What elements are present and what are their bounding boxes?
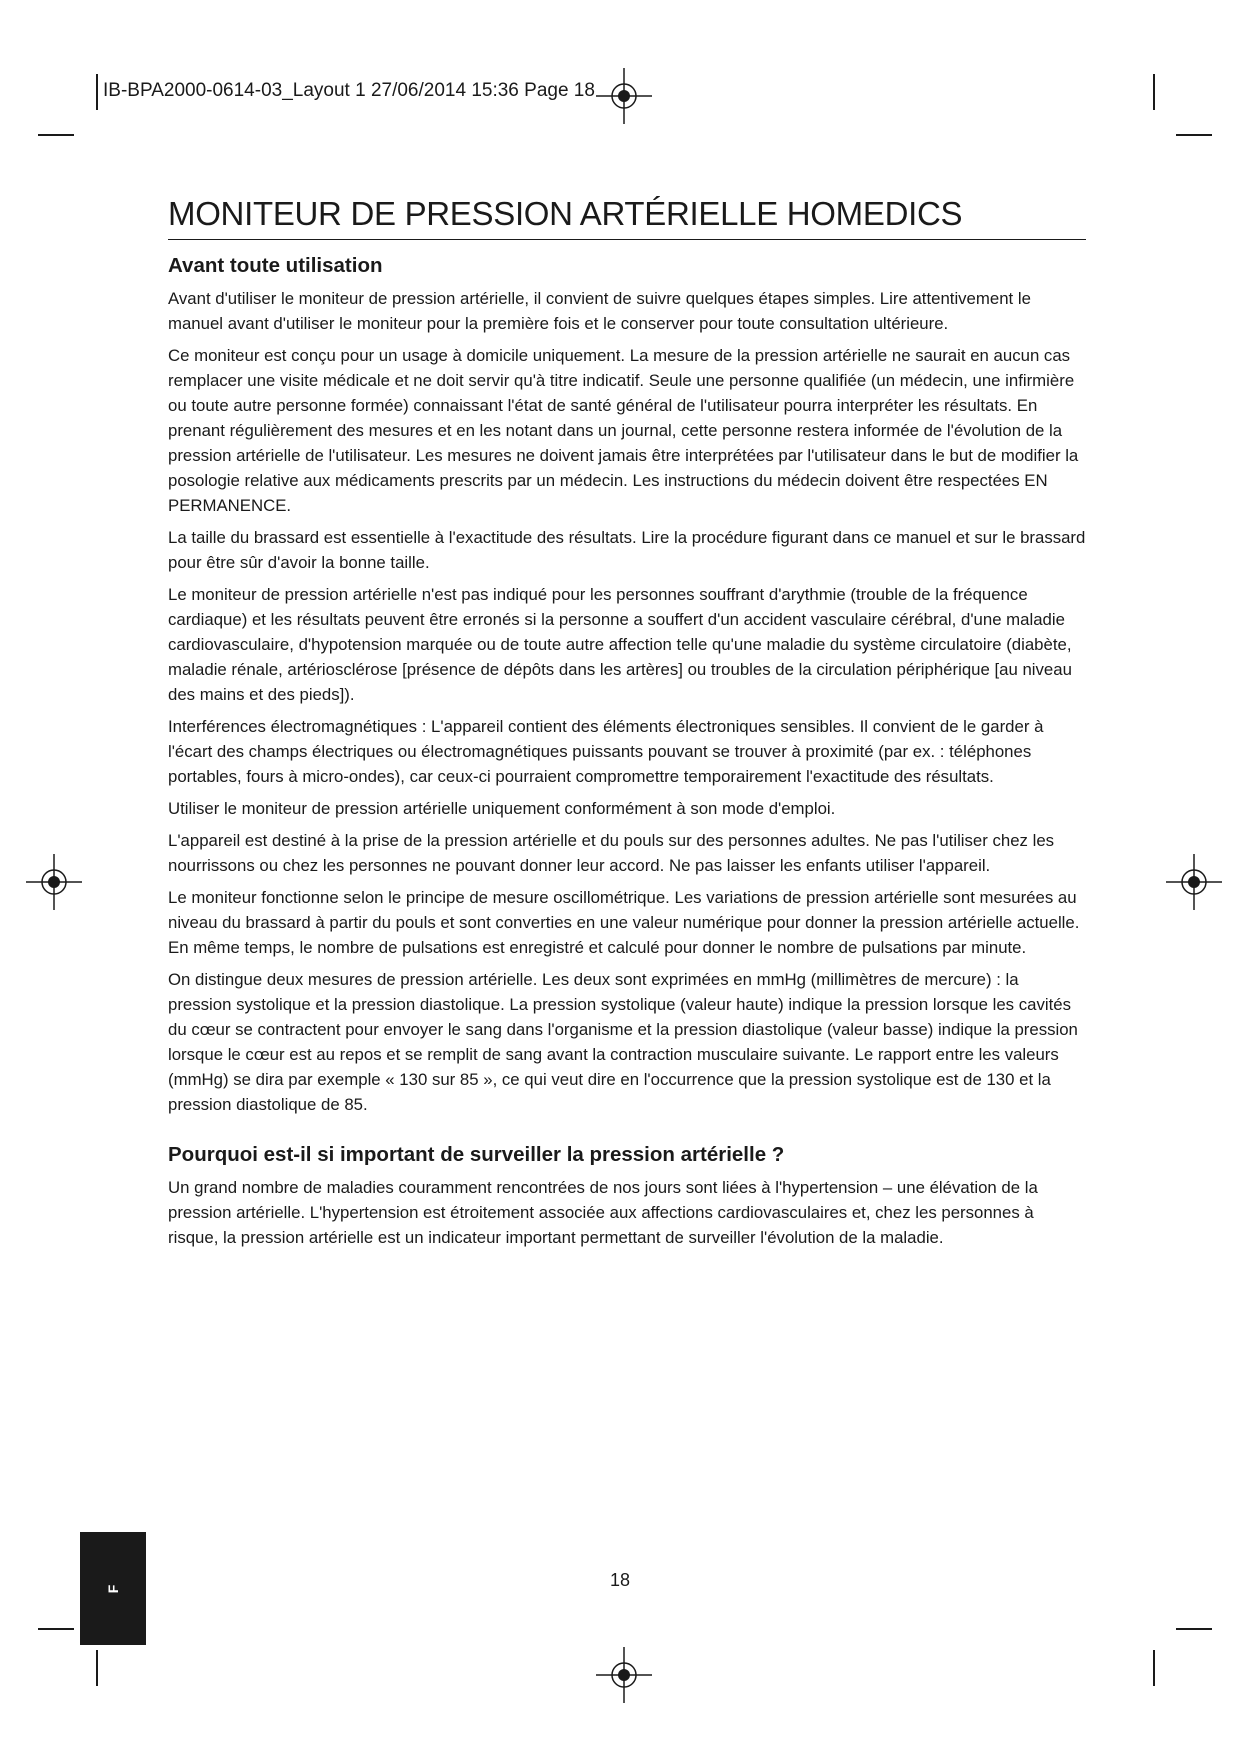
paragraph: Ce moniteur est conçu pour un usage à domicile uniquement. La mesure de la pression artérielle ne saurait en aucun cas remplacer une visite médicale et ne doit servir qu'à titre indicatif. Seule une personne qualifiée (un médecin, une infirmière ou toute autre personne formée) connaissant l'état de santé général de l'utilisateur pourra interpréter les résultats. En prenant régulièrement des mesures et en les notant dans un journal, cette personne restera informée de l'évolution de la pression artérielle de l'utilisateur. Les mesures ne doivent jamais être interprétées par l'utilisateur dans le but de modifier la posologie relative aux médicaments prescrits par un médecin. Les instructions du médecin doivent être respectées EN PERMANENCE. [168, 346, 1079, 515]
crop-mark-top-left [38, 134, 74, 136]
registration-mark-left-icon [24, 852, 84, 912]
paragraph: L'appareil est destiné à la prise de la pression artérielle et du pouls sur des personnes adultes. Ne pas l'utiliser chez les nourrissons ou chez les personnes ne pouvant donner leur accord. Ne pas laisser les enfants utiliser l'appareil. [168, 831, 1055, 875]
paragraph: Le moniteur de pression artérielle n'est pas indiqué pour les personnes souffrant d'arythmie (trouble de la fréquence cardiaque) et les résultats peuvent être erronés si la personne a souffert d'un accident vasculaire cérébral, d'une maladie cardiovasculaire, d'hypotension marquée ou de toute autre affection telle qu'une maladie du système circulatoire (diabète, maladie rénale, artériosclérose [présence de dépôts dans les artères] ou troubles de la circulation périphérique [au niveau des mains et des pieds]). [168, 585, 1072, 704]
language-tab [80, 1532, 146, 1645]
section-heading-why-monitor: Pourquoi est-il si important de surveiller la pression artérielle ? [168, 1143, 785, 1166]
paragraph: Avant d'utiliser le moniteur de pression artérielle, il convient de suivre quelques étapes simples. Lire attentivement le manuel avant d'utiliser le moniteur pour la première fois et le conserver pour toute consultation ultérieure. [168, 289, 1031, 333]
registration-mark-right-icon [1164, 852, 1224, 912]
crop-mark-right-vertical [1153, 74, 1155, 110]
page-title: MONITEUR DE PRESSION ARTÉRIELLE HOMEDICS [168, 195, 1086, 240]
print-slug-line: IB-BPA2000-0614-03_Layout 1 27/06/2014 15:36 Page 18 [103, 80, 595, 101]
crop-mark-bottom-right [1176, 1628, 1212, 1630]
crop-mark-bottom-left-vertical [96, 1650, 98, 1686]
registration-mark-bottom-icon [594, 1645, 654, 1705]
crop-mark-left-vertical [96, 74, 98, 110]
paragraph: Un grand nombre de maladies couramment rencontrées de nos jours sont liées à l'hypertension – une élévation de la pression artérielle. L'hypertension est étroitement associée aux affections cardiovasculaires et, chez les personnes à risque, la pression artérielle est un indicateur important permettant de surveiller l'évolution de la maladie. [168, 1178, 1038, 1247]
paragraph: Utiliser le moniteur de pression artérielle uniquement conformément à son mode d'emploi. [168, 799, 836, 818]
paragraph: Le moniteur fonctionne selon le principe de mesure oscillométrique. Les variations de pression artérielle sont mesurées au niveau du brassard à partir du pouls et sont converties en une valeur numérique pour donner la pression artérielle actuelle. En même temps, le nombre de pulsations est enregistré et calculé pour donner le nombre de pulsations par minute. [168, 888, 1080, 957]
language-tab-label: F [105, 1584, 121, 1593]
page-number: 18 [609, 1570, 631, 1590]
crop-mark-bottom-right-vertical [1153, 1650, 1155, 1686]
page-content [168, 195, 1086, 1257]
crop-mark-top-right [1176, 134, 1212, 136]
paragraph: On distingue deux mesures de pression artérielle. Les deux sont exprimées en mmHg (millimètres de mercure) : la pression systolique et la pression diastolique. La pression systolique (valeur haute) indique la pression lorsque les cavités du cœur se contractent pour envoyer le sang dans l'organisme et la pression diastolique (valeur basse) indique la pression lorsque le cœur est au repos et se remplit de sang avant la contraction musculaire suivante. Le rapport entre les valeurs (mmHg) se dira par exemple « 130 sur 85 », ce qui veut dire en l'occurrence que la pression systolique est de 130 et la pression diastolique de 85. [168, 970, 1078, 1114]
section-heading-before-use: Avant toute utilisation [168, 254, 383, 277]
paragraph: Interférences électromagnétiques : L'appareil contient des éléments électroniques sensibles. Il convient de le garder à l'écart des champs électriques ou électromagnétiques puissants pouvant se trouver à proximité (par ex. : téléphones portables, fours à micro-ondes), car ceux-ci pourraient compromettre temporairement l'exactitude des résultats. [168, 717, 1044, 786]
paragraph: La taille du brassard est essentielle à l'exactitude des résultats. Lire la procédure figurant dans ce manuel et sur le brassard pour être sûr d'avoir la bonne taille. [168, 528, 1086, 572]
registration-mark-top-icon [594, 66, 654, 126]
crop-mark-bottom-left [38, 1628, 74, 1630]
